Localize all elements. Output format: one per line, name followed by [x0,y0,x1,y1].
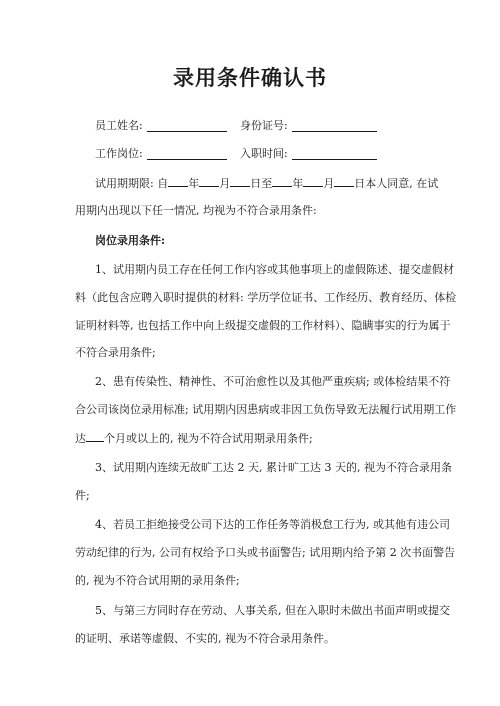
probation-line [95,175,437,192]
start-year-blank[interactable] [168,175,188,187]
year-text: 年 [292,177,304,190]
day-to-text: 日至 [250,177,273,190]
probation-label: 试用期期限: 自 [95,177,169,190]
clause-1-line-1: 1、试用期内员工存在任何工作内容或其他事项上的虚假陈述、提交虚假材 [95,263,454,276]
position-label: 工作岗位: [95,147,143,160]
month-text: 月 [323,177,335,190]
employee-name-blank[interactable] [147,131,227,132]
clause-3-line-2: 件; [75,489,90,502]
clause-2-line-2: 合公司该岗位录用标准; 试用期内因患病或非因工负伤导致无法履行试用期工作 [75,403,457,416]
year-text: 年 [188,177,200,190]
id-number-blank[interactable] [292,131,377,132]
clause-5-line-1: 5、与第三方同时存在劳动、人事关系, 但在入职时未做出书面声明或提交 [95,604,450,617]
probation-line-2: 用期内出现以下任一情况, 均视为不符合录用条件: [75,204,317,217]
agreement-text: 日本人同意, 在试 [354,177,439,190]
month-text: 月 [219,177,231,190]
clause-2-reach-text: 达 [75,432,86,445]
id-number-label: 身份证号: [240,119,288,132]
clause-4-line-3: 的, 视为不符合试用期的录用条件; [75,574,240,587]
entry-date-label: 入职时间: [240,147,288,160]
start-month-blank[interactable] [199,175,219,187]
months-count-blank[interactable] [86,430,104,442]
end-month-blank[interactable] [303,175,323,187]
clause-2-tail-text: 个月或以上的, 视为不符合试用期录用条件; [104,432,313,445]
entry-date-blank[interactable] [292,159,377,160]
end-day-blank[interactable] [334,175,354,187]
clause-5-line-2: 的证明、承诺等虚假、不实的, 视为不符合录用条件。 [75,632,335,645]
employee-name-label: 员工姓名: [95,119,143,132]
document-title: 录用条件确认书 [173,65,327,90]
clause-1-line-4: 不符合录用条件; [75,346,156,359]
clause-3-line-1: 3、试用期内连续无故旷工达 2 天, 累计旷工达 3 天的, 视为不符合录用条 [95,461,452,474]
clause-4-line-2: 劳动纪律的行为, 公司有权给予口头或书面警告; 试用期内给予第 2 次书面警告 [75,546,456,559]
clause-4-line-1: 4、若员工拒绝接受公司下达的工作任务等消极怠工行为, 或其他有违公司 [95,518,450,531]
start-day-blank[interactable] [230,175,250,187]
position-blank[interactable] [147,159,227,160]
section-heading: 岗位录用条件: [95,234,166,247]
clause-2-line-3 [75,430,437,447]
clause-1-line-3: 证明材料等, 也包括工作中向上级提交虚假的工作材料）、隐瞒事实的行为属于 [75,319,451,332]
clause-2-line-1: 2、患有传染性、精神性、不可治愈性以及其他严重疾病; 或体检结果不符 [95,375,451,388]
clause-1-line-2: 料（此包含应聘入职时提供的材料: 学历学位证书、工作经历、教育经历、体检 [75,291,457,304]
end-year-blank[interactable] [272,175,292,187]
